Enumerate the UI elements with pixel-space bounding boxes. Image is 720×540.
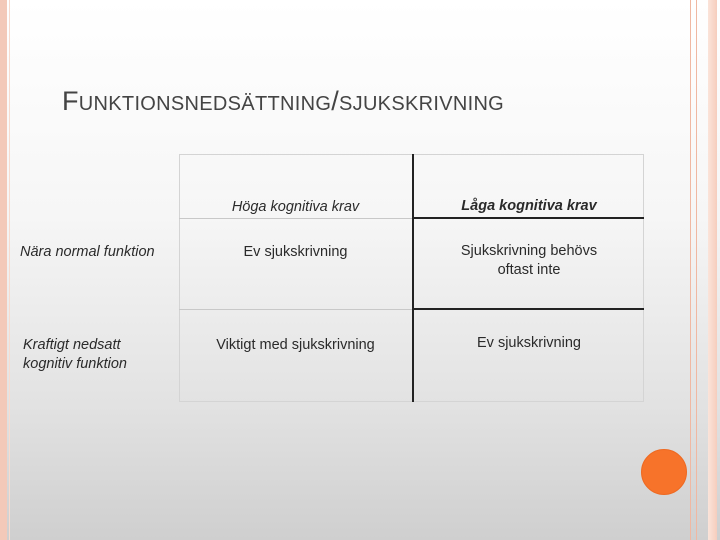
slide-title: [62, 86, 504, 117]
table-cell-r1c2-line1: Sjukskrivning behövs: [460, 243, 598, 259]
table-row-divider: [414, 308, 644, 310]
column-header-low-demands: Låga kognitiva krav: [461, 198, 597, 214]
title-initial: F: [62, 86, 79, 116]
table-row-divider: [414, 217, 644, 219]
table-row-divider: [179, 218, 412, 219]
right-decorative-line: [696, 0, 697, 540]
left-decorative-border: [0, 0, 7, 540]
row-label-reduced-line2: kognitiv funktion: [23, 356, 127, 372]
table-cell-r2c1: Viktigt med sjukskrivning: [216, 337, 375, 353]
row-label-near-normal: Nära normal funktion: [20, 244, 155, 260]
title-part-1: UNKTIONSNEDSÄTTNING: [78, 93, 332, 115]
table-row-divider: [179, 309, 412, 310]
right-decorative-band: [708, 0, 717, 540]
title-part-2: SJUKSKRIVNING: [339, 93, 505, 115]
table-cell-r1c2-line2: oftast inte: [497, 262, 561, 278]
row-label-reduced-line1: Kraftigt nedsatt: [23, 337, 121, 353]
right-decorative-line: [690, 0, 691, 540]
table-cell-r2c2: Ev sjukskrivning: [477, 335, 581, 351]
left-decorative-line: [9, 0, 10, 540]
orange-circle-decoration: [641, 449, 687, 495]
title-slash: /: [331, 86, 339, 116]
table-cell-r1c1: Ev sjukskrivning: [243, 244, 348, 260]
column-header-high-demands: Höga kognitiva krav: [231, 199, 360, 215]
